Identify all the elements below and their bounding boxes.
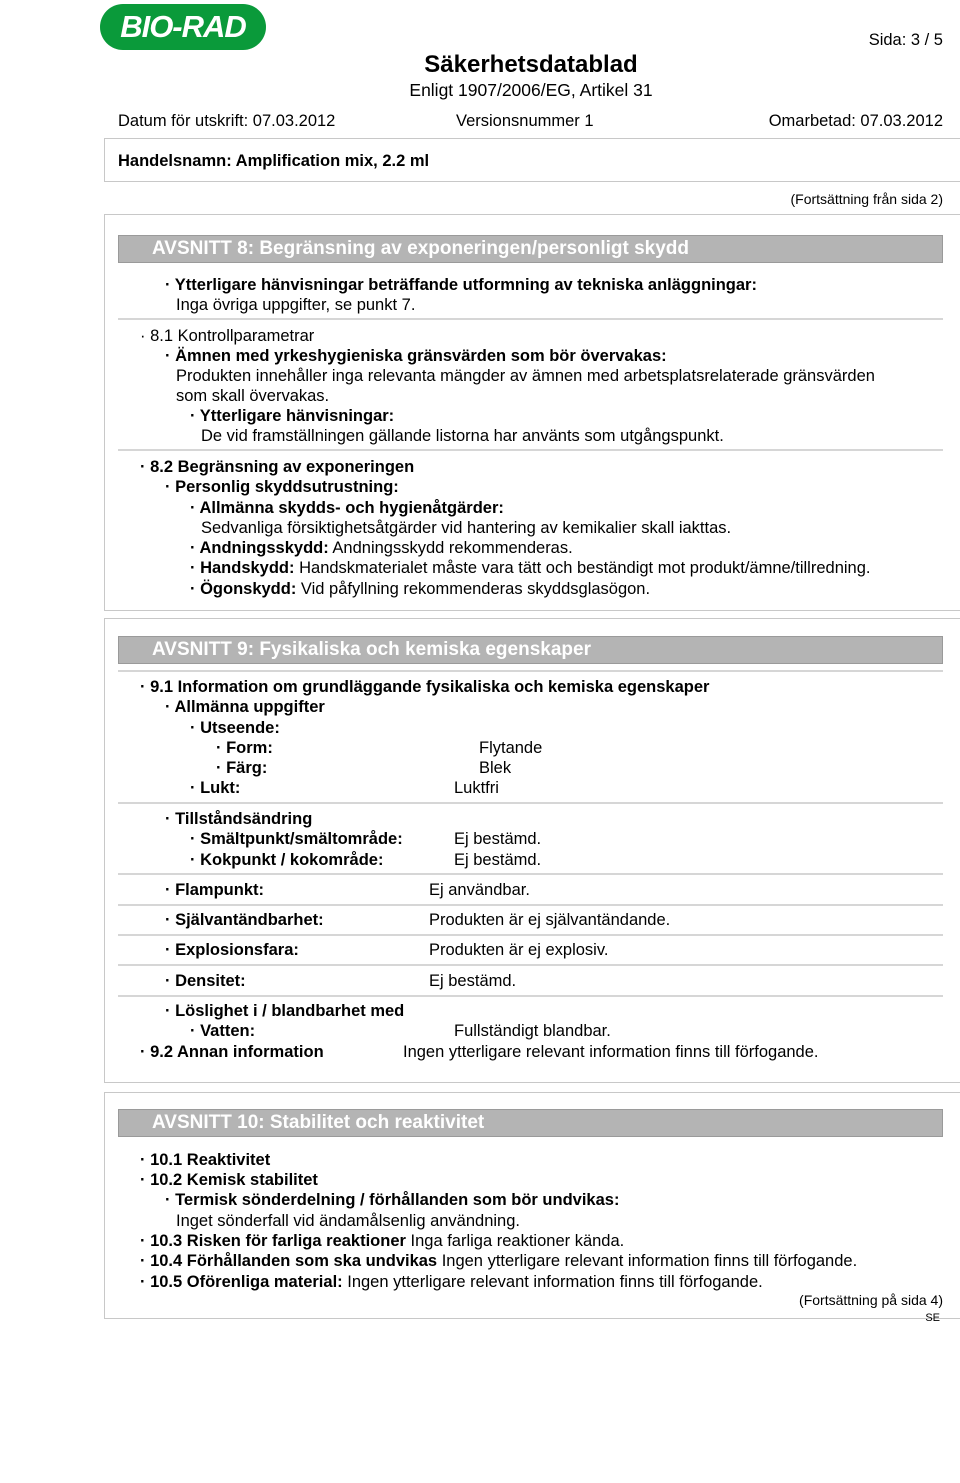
tech-text: Inga övriga uppgifter, se punkt 7. (176, 296, 416, 314)
self-ignition-value: Produkten är ej självantändande. (429, 911, 671, 929)
page-number: Sida: 3 / 5 (868, 31, 943, 49)
eye-label: · Ögonskydd: (190, 580, 297, 598)
section-8-2: · 8.2 Begränsning av exponeringen (140, 458, 415, 476)
section-10-5-label: · 10.5 Oförenliga material: (140, 1273, 343, 1291)
color-value: Blek (479, 759, 512, 777)
solubility-label: · Löslighet i / blandbarhet med (165, 1002, 405, 1020)
section-9-heading-text: AVSNITT 9: Fysikaliska och kemiska egenskaper (152, 639, 591, 660)
continued-on: (Fortsättning på sida 4) (799, 1292, 943, 1308)
form-label: · Form: (216, 739, 273, 757)
respiratory-protection (190, 539, 573, 558)
divider (118, 964, 943, 966)
revised-date: Omarbetad: 07.03.2012 (768, 112, 943, 130)
eye-protection (190, 580, 650, 599)
odor-label: · Lukt: (190, 779, 241, 797)
bio-rad-logo (100, 4, 266, 50)
density-value: Ej bestämd. (429, 972, 517, 990)
limits-text: Produkten innehåller inga relevanta mängder av ämnen med arbetsplatsrelaterade gränsvärden (176, 367, 875, 385)
divider (118, 802, 943, 804)
hand-label: · Handskydd: (190, 559, 295, 577)
odor-value: Luktfri (454, 779, 499, 797)
section-9-1: · 9.1 Information om grundläggande fysikaliska och kemiska egenskaper (140, 678, 710, 696)
divider (118, 449, 943, 451)
water-value: Fullständigt blandbar. (454, 1022, 611, 1040)
section-9-2-value: Ingen ytterligare relevant information finns till förfogande. (403, 1043, 819, 1061)
eye-text: Vid påfyllning rekommenderas skyddsglasögon. (296, 580, 651, 598)
limits-label: · Ämnen med yrkeshygieniska gränsvärden som bör övervakas: (165, 347, 667, 365)
hand-protection (190, 559, 870, 578)
trade-name: Handelsnamn: Amplification mix, 2.2 ml (118, 152, 430, 170)
explosion-value: Produkten är ej explosiv. (429, 941, 609, 959)
continued-from: (Fortsättning från sida 2) (790, 191, 943, 207)
explosion-label: · Explosionsfara: (165, 941, 299, 959)
version-number: Versionsnummer 1 (456, 112, 594, 130)
general-label: · Allmänna skydds- och hygienåtgärder: (190, 499, 504, 517)
flash-point-value: Ej användbar. (429, 881, 530, 899)
section-8-heading-text: AVSNITT 8: Begränsning av exponeringen/personligt skydd (152, 238, 690, 259)
section-10-4-label: · 10.4 Förhållanden som ska undvikas (140, 1252, 438, 1270)
section-8-1: · 8.1 Kontrollparametrar (140, 327, 315, 345)
decomposition-label: · Termisk sönderdelning / förhållanden som bör undvikas: (165, 1191, 620, 1209)
section-10-heading-text: AVSNITT 10: Stabilitet och reaktivitet (152, 1112, 485, 1133)
melting-point-value: Ej bestämd. (454, 830, 542, 848)
divider (118, 934, 943, 936)
flash-point-label: · Flampunkt: (165, 881, 264, 899)
appearance-label: · Utseende: (190, 719, 280, 737)
melting-point-label: · Smältpunkt/smältområde: (190, 830, 403, 848)
self-ignition-label: · Självantändbarhet: (165, 911, 324, 929)
section-10-3-label: · 10.3 Risken för farliga reaktioner (140, 1232, 406, 1250)
divider (118, 995, 943, 997)
general-info: · Allmänna uppgifter (165, 698, 325, 716)
language-code: SE (925, 1312, 940, 1324)
resp-text: Andningsskydd rekommenderas. (328, 539, 573, 557)
further-text: De vid framställningen gällande listorna har använts som utgångspunkt. (201, 427, 724, 445)
boiling-point-label: · Kokpunkt / kokområde: (190, 851, 384, 869)
limits-text-cont: som skall övervakas. (176, 387, 330, 405)
density-label: · Densitet: (165, 972, 246, 990)
section-10-3 (140, 1232, 624, 1251)
divider (118, 904, 943, 906)
section-10-2: · 10.2 Kemisk stabilitet (140, 1171, 318, 1189)
section-10-1: · 10.1 Reaktivitet (140, 1151, 271, 1169)
divider (118, 318, 943, 320)
document-title: Säkerhetsdatablad (424, 51, 638, 78)
section-9-2-label: · 9.2 Annan information (140, 1043, 324, 1061)
section-10-heading (118, 1109, 943, 1137)
tech-label: · Ytterligare hänvisningar beträffande utformning av tekniska anläggningar: (165, 276, 757, 294)
resp-label: · Andningsskydd: (190, 539, 329, 557)
section-9-heading (118, 636, 943, 664)
divider (118, 670, 943, 672)
water-label: · Vatten: (190, 1022, 256, 1040)
print-date: Datum för utskrift: 07.03.2012 (118, 112, 336, 130)
section-10-5 (140, 1273, 763, 1292)
general-text: Sedvanliga försiktighetsåtgärder vid hantering av kemikalier skall iakttas. (201, 519, 732, 537)
document-subtitle: Enligt 1907/2006/EG, Artikel 31 (409, 80, 653, 100)
logo-text: BIO-RAD (120, 9, 246, 44)
section-10-3-text: Inga farliga reaktioner kända. (405, 1232, 625, 1250)
further-label: · Ytterligare hänvisningar: (190, 407, 395, 425)
color-label: · Färg: (216, 759, 268, 777)
hand-text: Handskmaterialet måste vara tätt och beständigt mot produkt/ämne/tillredning. (294, 559, 871, 577)
state-change-label: · Tillståndsändring (165, 810, 313, 828)
section-10-4-text: Ingen ytterligare relevant information finns till förfogande. (437, 1252, 858, 1270)
section-10-4 (140, 1252, 857, 1271)
divider (118, 873, 943, 875)
section-8-heading (118, 235, 943, 263)
form-value: Flytande (479, 739, 543, 757)
ppe-label: · Personlig skyddsutrustning: (165, 478, 399, 496)
section-10-5-text: Ingen ytterligare relevant information finns till förfogande. (342, 1273, 763, 1291)
decomposition-text: Inget sönderfall vid ändamålsenlig användning. (176, 1212, 520, 1230)
boiling-point-value: Ej bestämd. (454, 851, 542, 869)
